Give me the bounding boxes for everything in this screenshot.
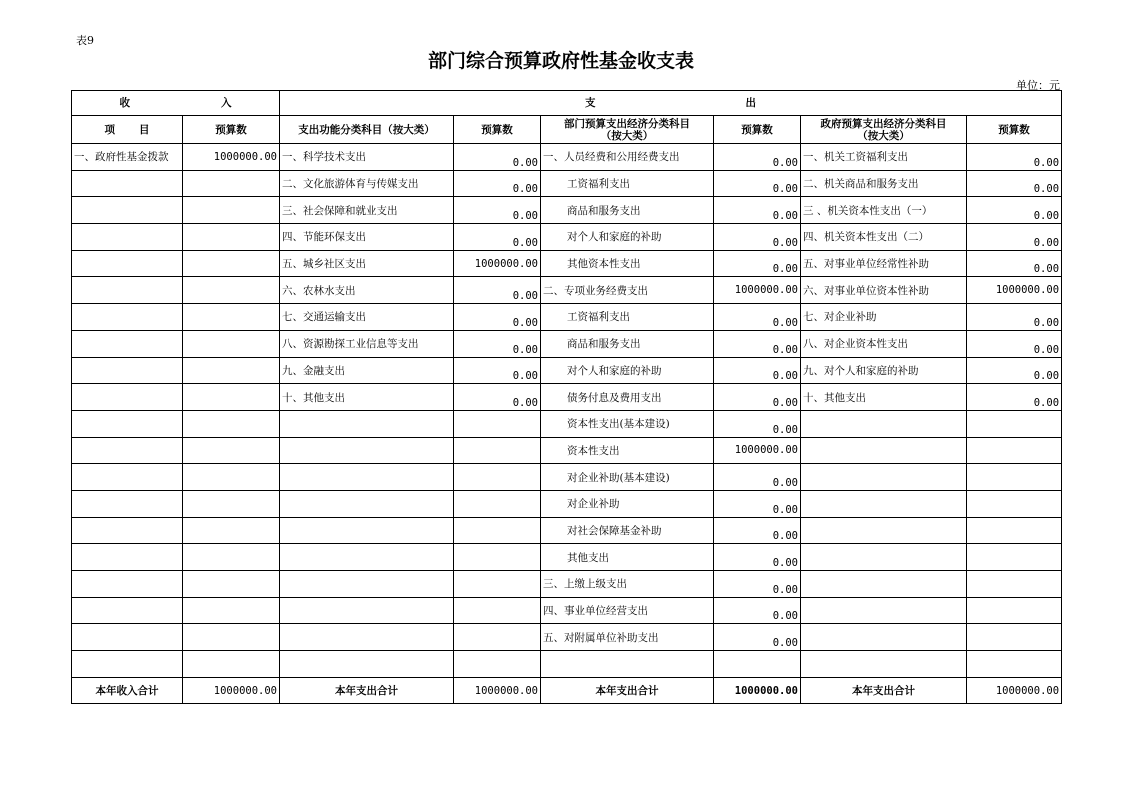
gov-econ-cell	[801, 490, 967, 517]
func-amount-cell	[454, 597, 541, 624]
func-class-cell	[280, 410, 454, 437]
gov-total-label: 本年支出合计	[801, 677, 967, 704]
dept-econ-cell: 资本性支出	[541, 437, 714, 464]
gov-econ-cell: 四、机关资本性支出（二）	[801, 224, 967, 251]
table-number: 表9	[76, 34, 94, 47]
dept-econ-cell: 工资福利支出	[541, 304, 714, 331]
gov-econ-cell	[801, 624, 967, 651]
table-row	[72, 544, 1062, 571]
gov-amount-cell	[967, 437, 1062, 464]
dept-econ-cell: 对企业补助(基本建设)	[541, 464, 714, 491]
dept-econ-cell: 其他支出	[541, 544, 714, 571]
table-row	[72, 250, 1062, 277]
dept-amount-cell: 1000000.00	[714, 437, 801, 464]
func-class-cell: 一、科学技术支出	[280, 144, 454, 171]
income-amount-cell	[183, 597, 280, 624]
table-row	[72, 597, 1062, 624]
func-amount-cell: 0.00	[454, 224, 541, 251]
func-class-cell: 五、城乡社区支出	[280, 250, 454, 277]
dept-total-label: 本年支出合计	[541, 677, 714, 704]
dept-econ-cell: 其他资本性支出	[541, 250, 714, 277]
gov-amount-cell: 0.00	[967, 224, 1062, 251]
func-amount-cell	[454, 624, 541, 651]
table-row	[72, 304, 1062, 331]
income-amount-cell	[183, 304, 280, 331]
gov-econ-cell	[801, 651, 967, 678]
dept-econ-cell: 三、上缴上级支出	[541, 571, 714, 598]
gov-econ-cell: 九、对个人和家庭的补助	[801, 357, 967, 384]
income-item-cell	[72, 437, 183, 464]
income-amount-cell	[183, 624, 280, 651]
gov-amount-cell	[967, 544, 1062, 571]
dept-amount-cell: 0.00	[714, 410, 801, 437]
income-section-header: 收 入	[72, 91, 280, 116]
gov-amount-cell	[967, 490, 1062, 517]
col-header-dept-econ: 部门预算支出经济分类科目 （按大类）	[541, 116, 714, 144]
income-item-cell: 一、政府性基金拨款	[72, 144, 183, 171]
income-amount-cell	[183, 464, 280, 491]
gov-amount-cell: 0.00	[967, 197, 1062, 224]
table-row	[72, 384, 1062, 411]
income-item-cell	[72, 571, 183, 598]
table-row	[72, 144, 1062, 171]
income-amount-cell	[183, 437, 280, 464]
income-item-cell	[72, 384, 183, 411]
func-class-cell: 八、资源勘探工业信息等支出	[280, 330, 454, 357]
dept-econ-cell	[541, 651, 714, 678]
dept-amount-cell: 0.00	[714, 517, 801, 544]
func-amount-cell	[454, 490, 541, 517]
income-amount-cell	[183, 651, 280, 678]
func-amount-cell	[454, 437, 541, 464]
table-row	[72, 330, 1062, 357]
dept-econ-cell: 一、人员经费和公用经费支出	[541, 144, 714, 171]
dept-amount-cell: 0.00	[714, 624, 801, 651]
gov-econ-cell	[801, 437, 967, 464]
func-amount-cell	[454, 464, 541, 491]
gov-amount-cell	[967, 597, 1062, 624]
income-item-cell	[72, 651, 183, 678]
dept-amount-cell: 0.00	[714, 384, 801, 411]
income-item-cell	[72, 517, 183, 544]
func-total-label: 本年支出合计	[280, 677, 454, 704]
gov-amount-cell	[967, 464, 1062, 491]
budget-table	[71, 90, 1062, 704]
gov-amount-cell: 0.00	[967, 170, 1062, 197]
income-item-cell	[72, 597, 183, 624]
func-class-cell	[280, 464, 454, 491]
dept-econ-cell: 商品和服务支出	[541, 330, 714, 357]
income-amount-cell	[183, 250, 280, 277]
income-total-label: 本年收入合计	[72, 677, 183, 704]
table-row	[72, 437, 1062, 464]
income-amount-cell	[183, 277, 280, 304]
gov-econ-cell	[801, 597, 967, 624]
income-amount-cell	[183, 170, 280, 197]
expense-section-header: 支 出	[280, 91, 1062, 116]
gov-amount-cell	[967, 624, 1062, 651]
table-row	[72, 571, 1062, 598]
income-amount-cell	[183, 410, 280, 437]
dept-amount-cell: 0.00	[714, 170, 801, 197]
gov-amount-cell: 0.00	[967, 250, 1062, 277]
table-row	[72, 197, 1062, 224]
gov-econ-cell: 二、机关商品和服务支出	[801, 170, 967, 197]
func-class-cell: 六、农林水支出	[280, 277, 454, 304]
dept-econ-cell: 二、专项业务经费支出	[541, 277, 714, 304]
totals-row	[72, 677, 1062, 704]
gov-econ-cell: 五、对事业单位经常性补助	[801, 250, 967, 277]
col-header-func-budget: 预算数	[454, 116, 541, 144]
func-amount-cell	[454, 410, 541, 437]
gov-amount-cell	[967, 651, 1062, 678]
col-header-income-budget: 预算数	[183, 116, 280, 144]
income-item-cell	[72, 464, 183, 491]
income-item-cell	[72, 357, 183, 384]
func-amount-cell	[454, 571, 541, 598]
gov-amount-cell	[967, 517, 1062, 544]
income-amount-cell: 1000000.00	[183, 144, 280, 171]
dept-amount-cell: 0.00	[714, 490, 801, 517]
dept-econ-cell: 对个人和家庭的补助	[541, 224, 714, 251]
dept-amount-cell: 0.00	[714, 224, 801, 251]
dept-amount-cell: 0.00	[714, 304, 801, 331]
dept-econ-cell: 债务付息及费用支出	[541, 384, 714, 411]
income-item-cell	[72, 544, 183, 571]
col-header-func-class: 支出功能分类科目（按大类）	[280, 116, 454, 144]
dept-econ-cell: 商品和服务支出	[541, 197, 714, 224]
dept-amount-cell: 0.00	[714, 330, 801, 357]
income-total-amount: 1000000.00	[183, 677, 280, 704]
dept-amount-cell: 0.00	[714, 144, 801, 171]
dept-econ-cell: 对社会保障基金补助	[541, 517, 714, 544]
income-amount-cell	[183, 330, 280, 357]
income-item-cell	[72, 490, 183, 517]
func-total-amount: 1000000.00	[454, 677, 541, 704]
func-amount-cell	[454, 517, 541, 544]
dept-econ-cell: 工资福利支出	[541, 170, 714, 197]
table-row	[72, 224, 1062, 251]
table-row	[72, 624, 1062, 651]
func-class-cell	[280, 624, 454, 651]
func-amount-cell	[454, 544, 541, 571]
func-class-cell: 四、节能环保支出	[280, 224, 454, 251]
dept-econ-cell: 四、事业单位经营支出	[541, 597, 714, 624]
income-item-cell	[72, 170, 183, 197]
func-class-cell	[280, 651, 454, 678]
dept-econ-cell: 对企业补助	[541, 490, 714, 517]
unit-label: 单位：元	[1016, 79, 1060, 92]
dept-amount-cell: 0.00	[714, 464, 801, 491]
income-amount-cell	[183, 517, 280, 544]
gov-amount-cell: 0.00	[967, 144, 1062, 171]
gov-econ-cell: 六、对事业单位资本性补助	[801, 277, 967, 304]
dept-amount-cell: 0.00	[714, 544, 801, 571]
gov-amount-cell: 0.00	[967, 384, 1062, 411]
income-amount-cell	[183, 544, 280, 571]
income-item-cell	[72, 277, 183, 304]
income-item-cell	[72, 224, 183, 251]
gov-econ-cell	[801, 517, 967, 544]
dept-amount-cell: 1000000.00	[714, 277, 801, 304]
income-item-cell	[72, 410, 183, 437]
gov-econ-cell: 八、对企业资本性支出	[801, 330, 967, 357]
column-header-row	[72, 116, 1062, 144]
col-header-item: 项 目	[72, 116, 183, 144]
income-item-cell	[72, 624, 183, 651]
gov-econ-cell	[801, 410, 967, 437]
dept-amount-cell: 0.00	[714, 197, 801, 224]
gov-total-amount: 1000000.00	[967, 677, 1062, 704]
dept-amount-cell	[714, 651, 801, 678]
gov-amount-cell: 0.00	[967, 330, 1062, 357]
func-amount-cell: 0.00	[454, 144, 541, 171]
dept-econ-cell: 五、对附属单位补助支出	[541, 624, 714, 651]
table-row	[72, 651, 1062, 678]
section-header-row	[72, 91, 1062, 116]
func-class-cell	[280, 544, 454, 571]
dept-econ-cell: 资本性支出(基本建设)	[541, 410, 714, 437]
func-amount-cell: 0.00	[454, 197, 541, 224]
gov-econ-cell: 三 、机关资本性支出（一）	[801, 197, 967, 224]
col-header-gov-budget: 预算数	[967, 116, 1062, 144]
func-amount-cell: 0.00	[454, 384, 541, 411]
income-amount-cell	[183, 224, 280, 251]
gov-econ-cell: 一、机关工资福利支出	[801, 144, 967, 171]
gov-amount-cell: 0.00	[967, 304, 1062, 331]
income-amount-cell	[183, 384, 280, 411]
income-amount-cell	[183, 490, 280, 517]
func-amount-cell: 0.00	[454, 357, 541, 384]
income-item-cell	[72, 197, 183, 224]
income-item-cell	[72, 250, 183, 277]
func-class-cell: 三、社会保障和就业支出	[280, 197, 454, 224]
func-class-cell	[280, 571, 454, 598]
gov-econ-cell	[801, 571, 967, 598]
func-amount-cell	[454, 651, 541, 678]
gov-amount-cell: 0.00	[967, 357, 1062, 384]
func-class-cell: 二、文化旅游体育与传媒支出	[280, 170, 454, 197]
dept-amount-cell: 0.00	[714, 357, 801, 384]
func-class-cell	[280, 490, 454, 517]
table-row	[72, 277, 1062, 304]
dept-amount-cell: 0.00	[714, 571, 801, 598]
func-amount-cell: 0.00	[454, 170, 541, 197]
income-item-cell	[72, 330, 183, 357]
gov-econ-cell	[801, 464, 967, 491]
func-class-cell: 九、金融支出	[280, 357, 454, 384]
func-class-cell: 七、交通运输支出	[280, 304, 454, 331]
income-amount-cell	[183, 197, 280, 224]
table-row	[72, 357, 1062, 384]
func-amount-cell: 0.00	[454, 277, 541, 304]
table-row	[72, 170, 1062, 197]
table-row	[72, 410, 1062, 437]
table-row	[72, 464, 1062, 491]
dept-amount-cell: 0.00	[714, 250, 801, 277]
dept-econ-cell: 对个人和家庭的补助	[541, 357, 714, 384]
gov-econ-cell	[801, 544, 967, 571]
gov-econ-cell: 十、其他支出	[801, 384, 967, 411]
gov-amount-cell	[967, 410, 1062, 437]
page-title: 部门综合预算政府性基金收支表	[427, 50, 694, 72]
gov-amount-cell	[967, 571, 1062, 598]
income-item-cell	[72, 304, 183, 331]
col-header-dept-budget: 预算数	[714, 116, 801, 144]
func-class-cell: 十、其他支出	[280, 384, 454, 411]
table-row	[72, 517, 1062, 544]
income-amount-cell	[183, 357, 280, 384]
gov-econ-cell: 七、对企业补助	[801, 304, 967, 331]
gov-amount-cell: 1000000.00	[967, 277, 1062, 304]
dept-amount-cell: 0.00	[714, 597, 801, 624]
income-amount-cell	[183, 571, 280, 598]
func-class-cell	[280, 437, 454, 464]
func-class-cell	[280, 517, 454, 544]
func-class-cell	[280, 597, 454, 624]
func-amount-cell: 1000000.00	[454, 250, 541, 277]
dept-total-amount: 1000000.00	[714, 677, 801, 704]
table-row	[72, 490, 1062, 517]
func-amount-cell: 0.00	[454, 304, 541, 331]
col-header-gov-econ: 政府预算支出经济分类科目 （按大类）	[801, 116, 967, 144]
func-amount-cell: 0.00	[454, 330, 541, 357]
